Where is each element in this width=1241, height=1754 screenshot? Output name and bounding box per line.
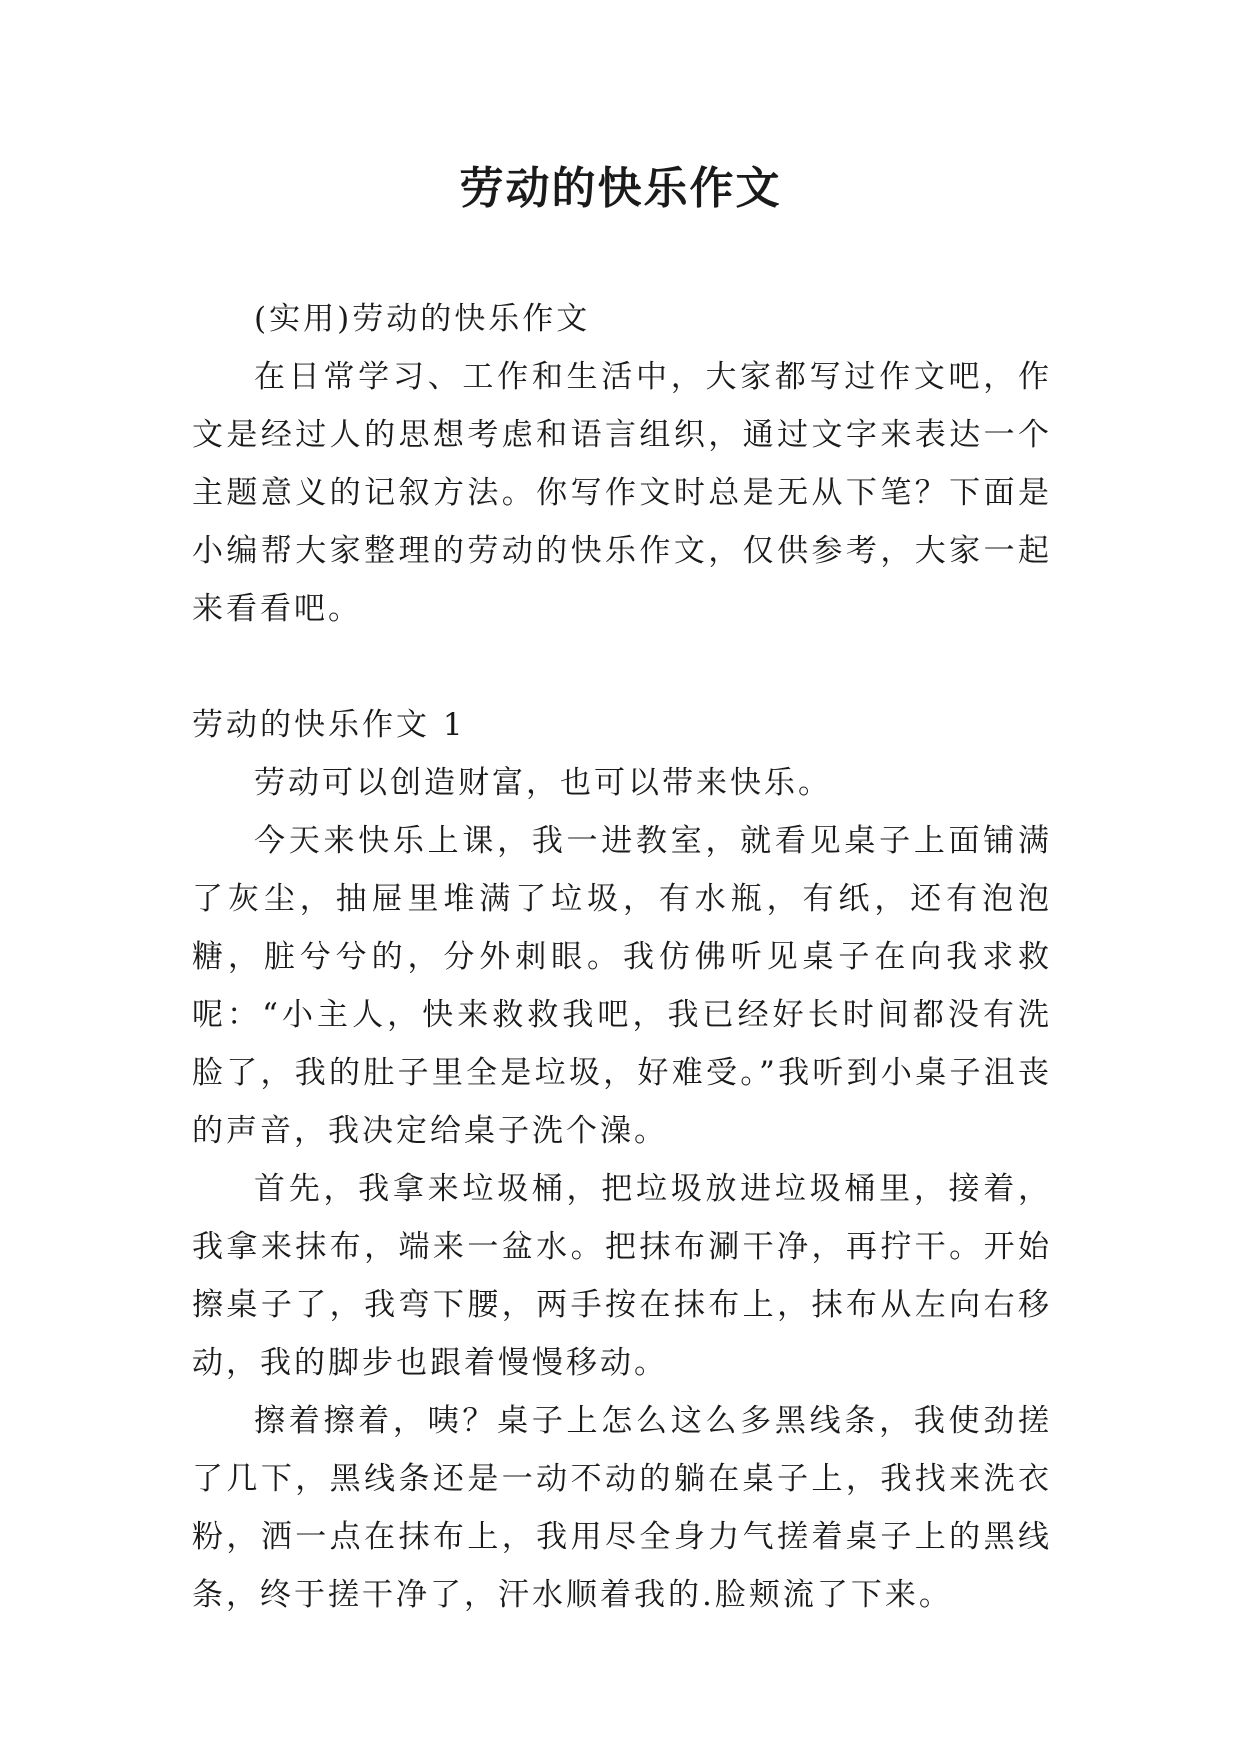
intro-subtitle: (实用)劳动的快乐作文 — [254, 301, 591, 337]
document-body — [192, 290, 1052, 1624]
paragraph: 擦着擦着，咦？桌子上怎么这么多黑线条，我使劲搓了几下，黑线条还是一动不动的躺在桌子上，我找来洗衣粉，洒一点在抹布上，我用尽全身力气搓着桌子上的黑线条，终于搓干净了，汗水顺着我的.脸颊流了下来。 — [192, 1403, 1052, 1613]
paragraph-spacer — [192, 638, 1052, 696]
paragraph: 今天来快乐上课，我一进教室，就看见桌子上面铺满了灰尘，抽屉里堆满了垃圾，有水瓶，有纸，还有泡泡糖，脏兮兮的，分外刺眼。我仿佛听见桌子在向我求救呢：“小主人，快来救救我吧，我已经好长时间都没有洗脸了，我的肚子里全是垃圾，好难受。”我听到小桌子沮丧的声音，我决定给桌子洗个澡。 — [192, 823, 1052, 1149]
document-title: 劳动的快乐作文 — [459, 163, 782, 214]
intro-paragraph: 在日常学习、工作和生活中，大家都写过作文吧，作文是经过人的思想考虑和语言组织，通过文字来表达一个主题意义的记叙方法。你写作文时总是无从下笔？下面是小编帮大家整理的劳动的快乐作文，仅供参考，大家一起来看看吧。 — [192, 359, 1052, 627]
paragraph: 首先，我拿来垃圾桶，把垃圾放进垃圾桶里，接着，我拿来抹布，端来一盆水。把抹布涮干净，再拧干。开始擦桌子了，我弯下腰，两手按在抹布上，抹布从左向右移动，我的脚步也跟着慢慢移动。 — [192, 1171, 1052, 1381]
section-heading: 劳动的快乐作文 1 — [192, 707, 466, 743]
paragraph: 劳动可以创造财富，也可以带来快乐。 — [254, 765, 832, 801]
